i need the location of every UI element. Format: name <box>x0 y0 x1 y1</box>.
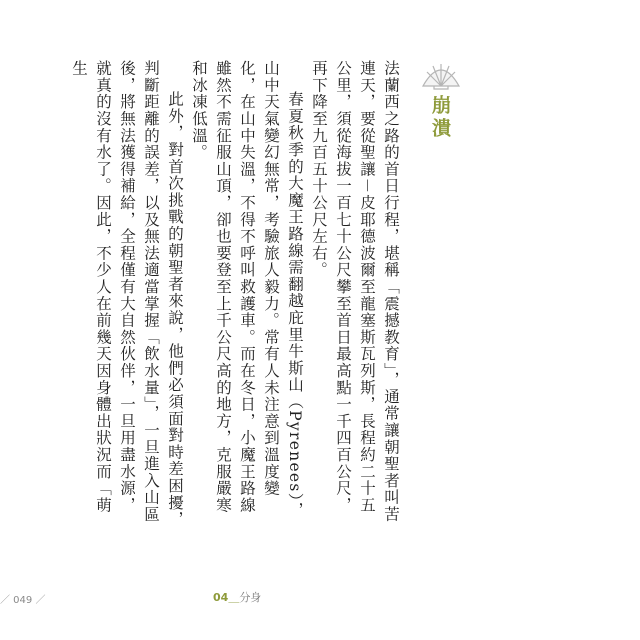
body-text <box>70 60 403 530</box>
chapter-number: 04 <box>213 591 229 604</box>
scallop-shell-icon <box>419 60 463 90</box>
paragraph: 法蘭西之路的首日行程，堪稱「震撼教育」，通常讓朝聖者叫苦連天，要從聖讓－皮耶德波爾至龍塞斯瓦列斯，長程約二十五公里，須從海拔一百七十公尺攀至首日最高點一千四百公尺，再下降至九百五十公尺左右。 <box>310 60 400 523</box>
paragraph: 此外，對首次挑戰的朝聖者來說，他們必須面對時差困擾，判斷距離的誤差，以及無法適當掌握「飲水量」，一旦進入山區後，將無法獲得補給，全程僅有大自然伙伴，一旦用盡水源，就真的沒有水了。因此，不少人在前幾天因身體出狀況而「萌生 <box>70 60 184 528</box>
chapter-separator: ＿ <box>228 591 240 604</box>
section-title: 崩潰 <box>429 95 451 141</box>
paragraph: 春夏秋季的大魔王路線需翻越庇里牛斯山（Pyrenees），山中天氣變幻無常，考驗旅人毅力。常有人未注意到溫度變化，在山中失溫，不得不呼叫救護車。而在冬日，小魔王路線雖然不需征服山頂，卻也要登至上千公尺高的地方，克服嚴寒和冰凍低溫。 <box>190 60 304 519</box>
chapter-label <box>213 589 261 605</box>
chapter-name: 分身 <box>239 591 262 604</box>
page-number: ／ 049 ／ <box>0 595 46 606</box>
